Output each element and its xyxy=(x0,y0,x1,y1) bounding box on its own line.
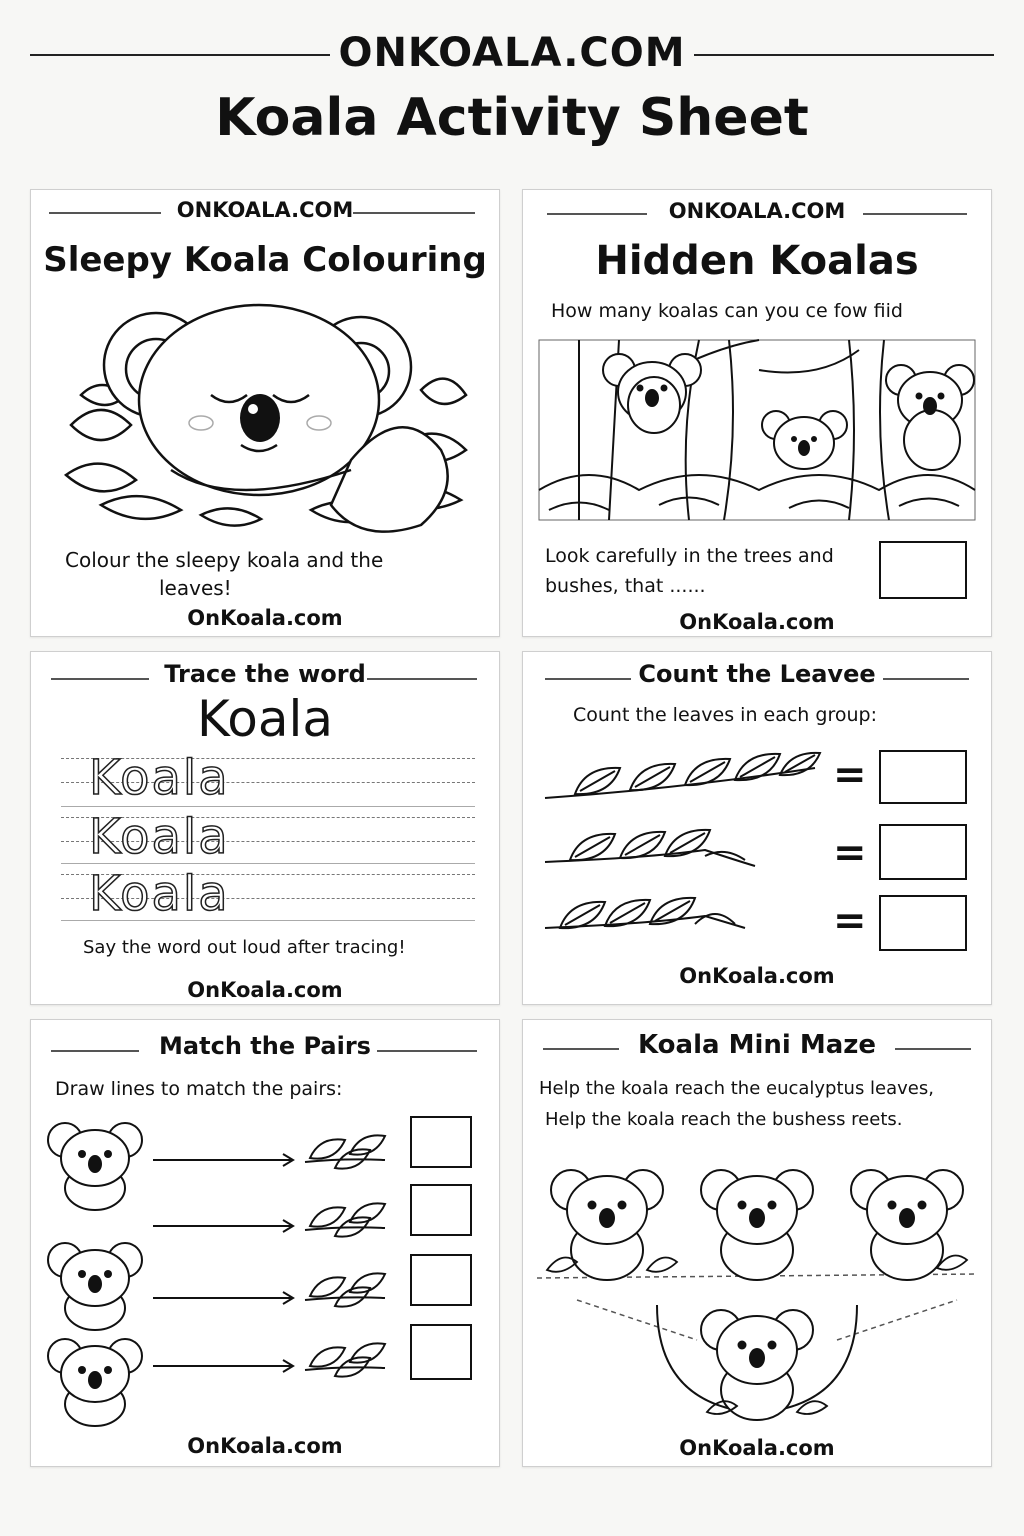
card-brand: ONKOALA.COM xyxy=(668,199,846,223)
match-answer-box-3[interactable] xyxy=(410,1254,472,1306)
count-answer-box-2[interactable] xyxy=(879,824,967,880)
card-footer: OnKoala.com xyxy=(679,610,835,634)
sheet-title: Koala Activity Sheet xyxy=(215,88,809,148)
equals-sign-1: = xyxy=(833,752,867,798)
card-instruction-2: Help the koala reach the bushess reets. xyxy=(545,1109,903,1130)
card-instruction: Say the word out loud after tracing! xyxy=(83,937,406,958)
card-brand-row xyxy=(523,199,991,229)
card-colouring xyxy=(30,189,500,637)
card-instruction: Count the leaves in each group: xyxy=(573,704,877,726)
maze-koalas-illustration xyxy=(537,1150,977,1430)
trace-word-1[interactable]: Koala xyxy=(89,750,230,806)
card-trace-word xyxy=(30,651,500,1005)
card-title: Hidden Koalas xyxy=(595,238,919,284)
match-answer-box-2[interactable] xyxy=(410,1184,472,1236)
card-hidden-koalas xyxy=(522,189,992,637)
leaf-group-1 xyxy=(545,758,825,808)
forest-scene-illustration xyxy=(539,340,975,520)
leaf-group-2 xyxy=(545,830,765,880)
answer-box[interactable] xyxy=(879,541,967,599)
card-footer: OnKoala.com xyxy=(187,1434,343,1458)
card-title: Trace the word xyxy=(164,660,366,688)
card-instruction: Draw lines to match the pairs: xyxy=(55,1078,343,1100)
card-title: Koala Mini Maze xyxy=(637,1030,877,1060)
card-title: Count the Leavee xyxy=(638,660,876,688)
card-instruction-2: bushes, that ...... xyxy=(545,575,706,597)
trace-model-word: Koala xyxy=(196,690,334,748)
count-answer-box-3[interactable] xyxy=(879,895,967,951)
sleepy-koala-illustration xyxy=(61,295,471,535)
card-footer: OnKoala.com xyxy=(679,1436,835,1460)
card-footer: OnKoala.com xyxy=(187,978,343,1002)
card-footer: OnKoala.com xyxy=(679,964,835,988)
card-subtitle: How many koalas can you ce fow fiid xyxy=(551,300,903,322)
card-mini-maze xyxy=(522,1019,992,1467)
card-match-pairs xyxy=(30,1019,500,1467)
card-title: Match the Pairs xyxy=(159,1032,371,1060)
card-footer: OnKoala.com xyxy=(187,606,343,630)
card-brand: ONKOALA.COM xyxy=(176,198,354,222)
card-instruction-1: Help the koala reach the eucalyptus leaves, xyxy=(539,1078,934,1099)
site-brand: ONKOALA.COM xyxy=(338,30,686,76)
count-answer-box-1[interactable] xyxy=(879,750,967,804)
card-brand-row xyxy=(31,198,499,228)
leaf-group-3 xyxy=(545,898,765,948)
equals-sign-3: = xyxy=(833,898,867,944)
match-answer-box-4[interactable] xyxy=(410,1324,472,1380)
card-instruction-2: leaves! xyxy=(159,576,232,600)
trace-word-2[interactable]: Koala xyxy=(89,809,230,865)
card-title: Sleepy Koala Colouring xyxy=(43,240,487,280)
card-instruction-1: Colour the sleepy koala and the xyxy=(65,548,384,572)
card-count-leaves xyxy=(522,651,992,1005)
site-header xyxy=(0,22,1024,82)
match-answer-box-1[interactable] xyxy=(410,1116,472,1168)
card-instruction-1: Look carefully in the trees and xyxy=(545,545,834,567)
trace-word-3[interactable]: Koala xyxy=(89,866,230,922)
equals-sign-2: = xyxy=(833,830,867,876)
